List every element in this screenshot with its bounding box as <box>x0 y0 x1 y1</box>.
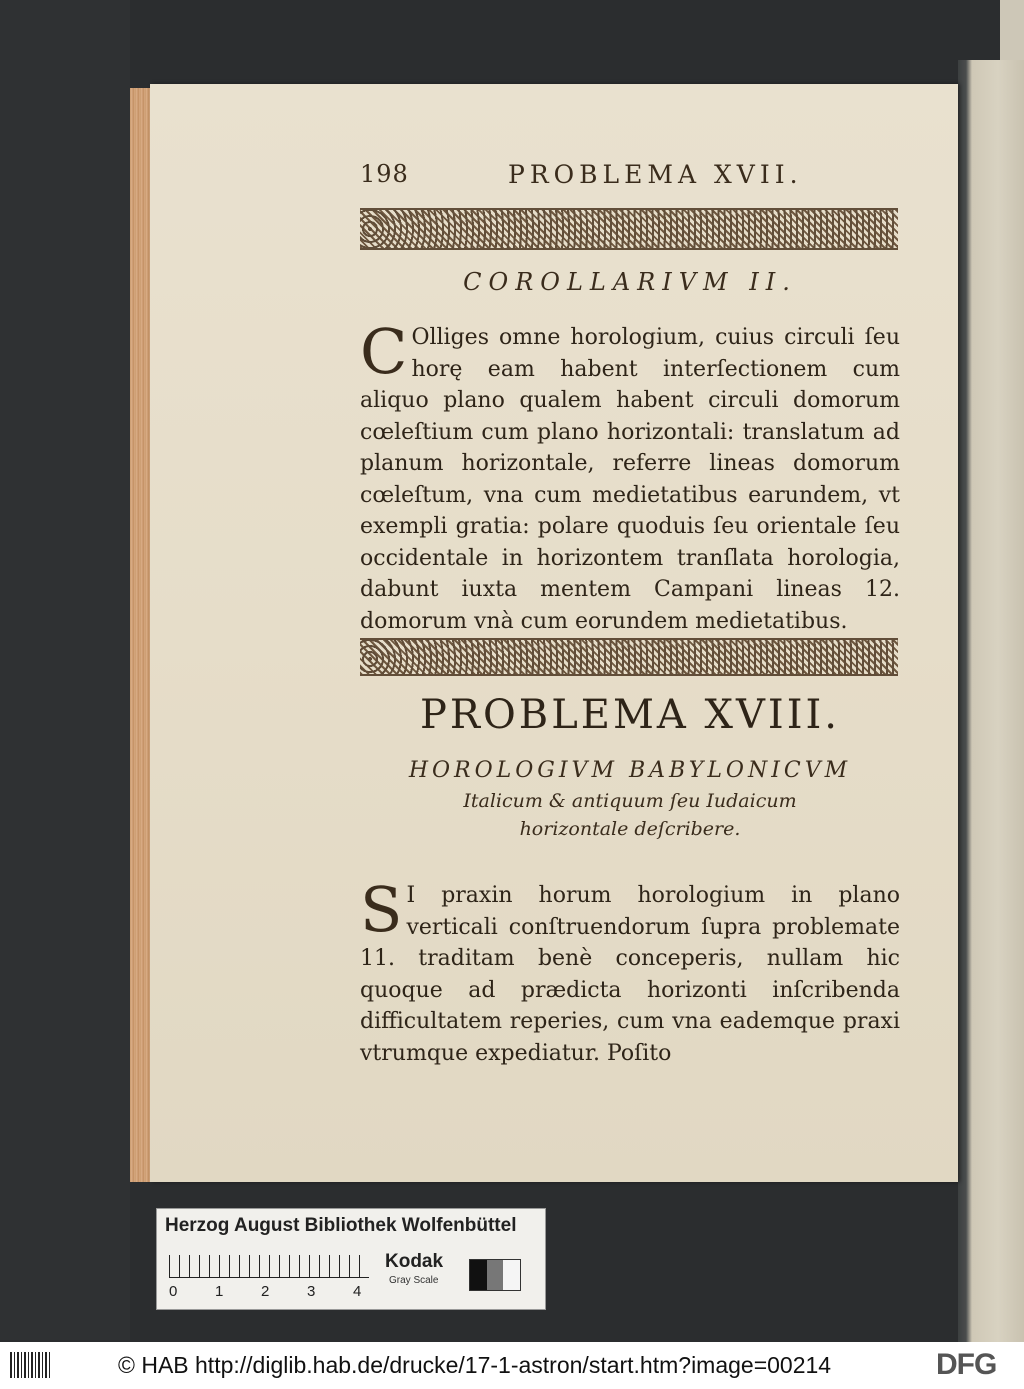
swatch <box>503 1260 520 1290</box>
page-stack-edge <box>130 88 152 1182</box>
brand-sublabel: Gray Scale <box>389 1275 439 1286</box>
dfg-logo: DFG <box>936 1348 997 1381</box>
source-credit-link[interactable]: © HAB http://diglib.hab.de/drucke/17-1-astron/start.htm?image=00214 <box>118 1352 832 1378</box>
corollary-paragraph <box>360 315 900 637</box>
running-head <box>360 160 900 200</box>
scale-number: 2 <box>261 1283 270 1300</box>
problem-text: I praxin horum horologium in plano verticali conſtruendorum ſupra problemate 11. traditam benè conceperis, nullam hic quoque ad prædicta horizonti inſcribenda difficultatem reperies, cum vna eademque praxi vtrumque expediatur. Poſito <box>360 883 900 1066</box>
problem-title: PROBLEMA XVIII. <box>419 692 841 738</box>
ornamental-band-middle <box>360 638 898 676</box>
drop-cap: S <box>360 873 403 946</box>
scale-number: 4 <box>353 1283 362 1300</box>
corollary-text: Olliges omne horologium, cuius circuli ſeu horę eam habent interſectionem cum aliquo plano qualem habent circuli domorum cœleſtium cum plano horizontali: translatum ad planum horizontale, referre lineas domorum cœleſtum, vna cum medietatibus earundem, vt exempli gratia: polare quoduis ſeu orientale ſeu occidentale in horizontem tranſlata horologia, dabunt iuxta mentem Campani lineas 12. domorum vnà cum eorundem medietatibus. <box>360 325 900 634</box>
barcode-icon <box>10 1352 50 1378</box>
ornamental-band-top <box>360 208 898 250</box>
scale-number: 0 <box>169 1283 178 1300</box>
scale-number: 3 <box>307 1283 316 1300</box>
gray-swatches <box>469 1259 521 1291</box>
color-calibration-card <box>156 1208 546 1310</box>
brand-label: Kodak <box>385 1251 444 1272</box>
drop-cap: C <box>360 315 408 388</box>
problem-subtitle-line-3: horizontale deſcribere. <box>519 818 741 840</box>
page-number: 198 <box>360 160 409 188</box>
scale-numbers <box>165 1283 385 1301</box>
footer-bar <box>0 1342 1024 1389</box>
swatch <box>470 1260 487 1290</box>
scale-ruler <box>169 1255 369 1278</box>
corollary-heading: COROLLARIVM II. <box>463 268 797 296</box>
institution-label: Herzog August Bibliothek Wolfenbüttel <box>165 1215 517 1236</box>
problem-paragraph <box>360 873 900 1069</box>
running-title: PROBLEMA XVII. <box>508 160 803 189</box>
swatch <box>487 1260 504 1290</box>
scale-number: 1 <box>215 1283 224 1300</box>
scan-background <box>0 0 130 1340</box>
problem-subtitle-line-2: Italicum & antiquum ſeu Iudaicum <box>463 790 797 812</box>
facing-page <box>958 60 1024 1350</box>
problem-subtitle: HOROLOGIVM BABYLONICVM <box>408 758 852 783</box>
